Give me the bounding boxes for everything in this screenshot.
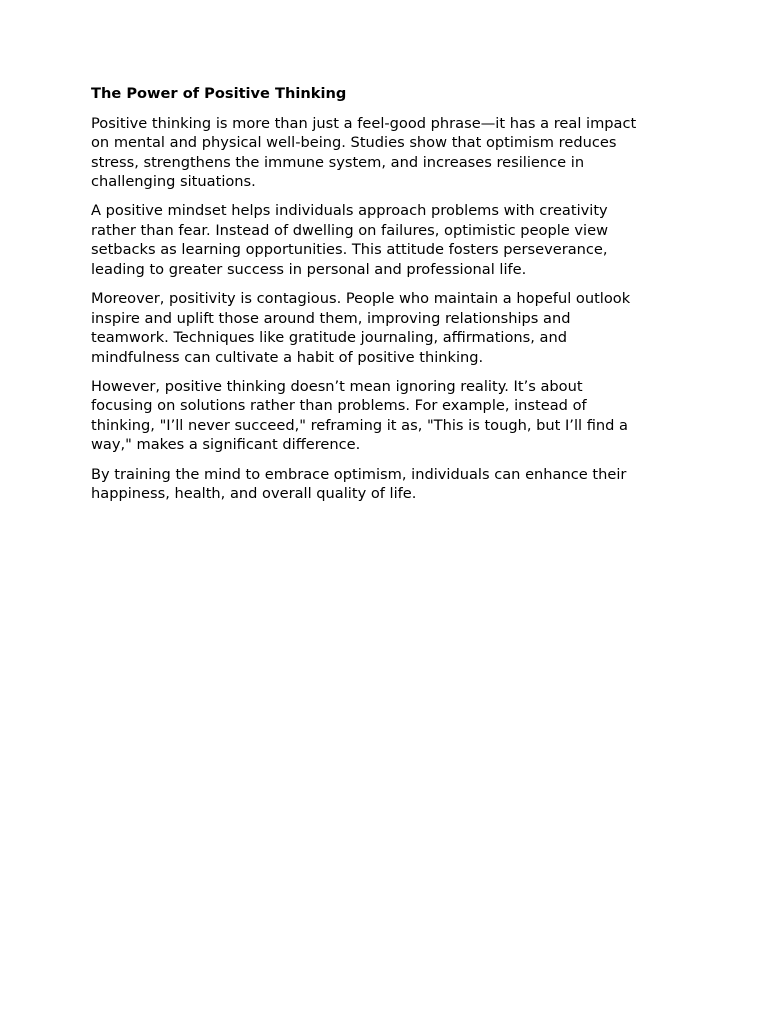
paragraph-2 xyxy=(91,201,691,279)
paragraph-line: challenging situations. xyxy=(91,173,256,190)
paragraph-line: Positive thinking is more than just a feel-good phrase—it has a real impact xyxy=(91,114,637,132)
paragraph-line: setbacks as learning opportunities. This attitude fosters perseverance, xyxy=(91,241,608,259)
paragraph-1 xyxy=(91,114,691,192)
paragraph-line: happiness, health, and overall quality of life. xyxy=(91,485,417,503)
paragraph-line: teamwork. Techniques like gratitude journaling, affirmations, and xyxy=(91,329,567,347)
document-body xyxy=(91,84,691,513)
paragraph-line: By training the mind to embrace optimism, individuals can enhance their xyxy=(91,465,627,483)
paragraph-5 xyxy=(91,465,691,504)
paragraph-line: focusing on solutions rather than problems. For example, instead of xyxy=(91,397,587,415)
paragraph-line: stress, strengthens the immune system, and increases resilience in xyxy=(91,153,585,171)
paragraph-line: thinking, "I’ll never succeed," reframing it as, "This is tough, but I’ll find a xyxy=(91,416,628,434)
paragraph-line: mindfulness can cultivate a habit of positive thinking. xyxy=(91,348,484,366)
paragraph-line: However, positive thinking doesn’t mean ignoring reality. It’s about xyxy=(91,377,583,395)
paragraph-line: rather than fear. Instead of dwelling on failures, optimistic people view xyxy=(91,221,609,239)
paragraph-line: inspire and uplift those around them, improving relationships and xyxy=(91,309,571,327)
paragraph-3 xyxy=(91,289,691,367)
paragraph-4 xyxy=(91,377,691,455)
paragraph-line: on mental and physical well-being. Studies show that optimism reduces xyxy=(91,134,617,151)
paragraph-line: A positive mindset helps individuals approach problems with creativity xyxy=(91,202,608,220)
paragraph-line: Moreover, positivity is contagious. People who maintain a hopeful outlook xyxy=(91,290,631,308)
document-title: The Power of Positive Thinking xyxy=(91,85,347,102)
paragraph-line: way," makes a significant difference. xyxy=(91,436,361,454)
paragraph-line: leading to greater success in personal and professional life. xyxy=(91,260,527,278)
